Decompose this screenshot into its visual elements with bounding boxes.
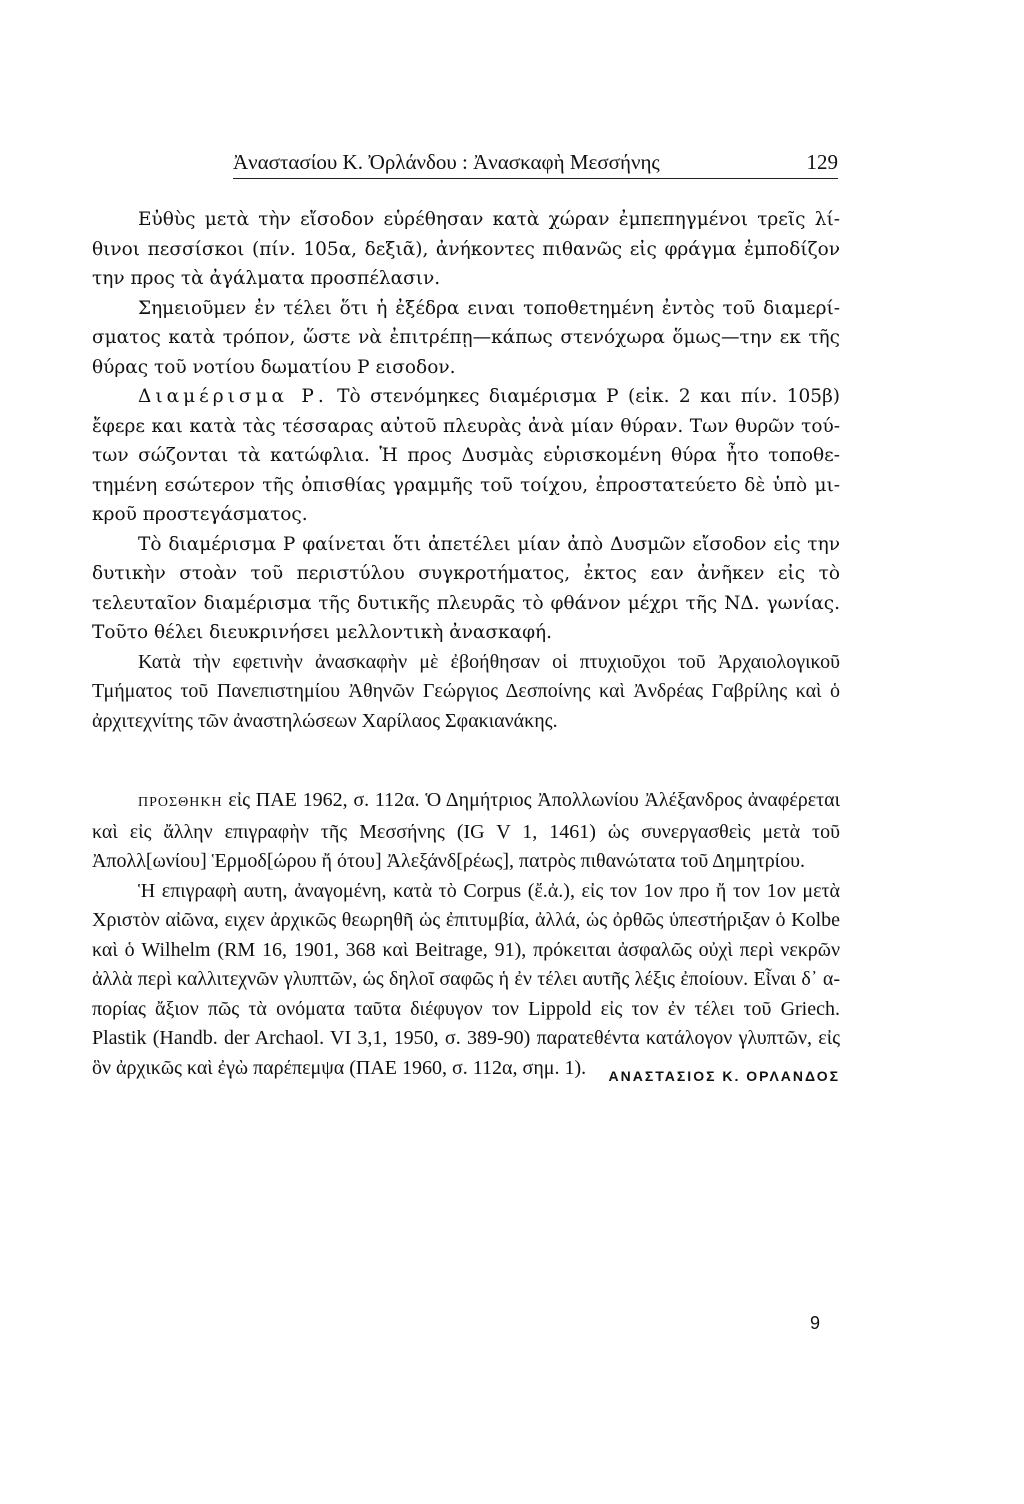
body-text: [92, 205, 840, 1083]
footer-page-number: 9: [809, 1313, 820, 1333]
paragraph-exedra: Σημειοῦμεν ἐν τέλει ὅτι ἡ ἐξέδρα ειναι τοποθετημένη ἐντὸς τοῦ διαμερίσματος κατὰ τρόπον, ὥστε νὰ ἐπιτρέπῃ—κάπως στενόχωρα ὅμως—την εκ τῆς θύρας τοῦ νοτίου δωματίου Ρ εισοδον.: [92, 297, 840, 378]
addendum-label: ΠΡΟΣΘΗΚΗ: [138, 795, 223, 810]
author-signature: ΑΝΑΣΤΑΣΙΟΣ Κ. ΟΡΛΑΝΔΟΣ: [608, 1068, 840, 1084]
paragraph-room-p-text: Τὸ στενόμηκες διαμέρισμα Ρ (εἰκ. 2 και πίν. 105β) ἔφερε και κατὰ τὰς τέσσαρας αὐτοῦ πλευρὰς ἀνὰ μίαν θύραν. Των θυρῶν τούτων σώζονται τὰ κατώφλια. Ἡ προς Δυσμὰς εὑρισκομένη θύρα ἦτο τοποθετημένη εσώτερον τῆς ὀπισθίας γραμμῆς τοῦ τοίχου, ἐπροστατεύετο δὲ ὑπὸ μικροῦ προστεγάσματος.: [92, 386, 840, 525]
section-label-room-p: Διαμέρισμα Ρ.: [138, 386, 328, 407]
running-header-title: Ἀναστασίου Κ. Ὀρλάνδου : Ἀνασκαφὴ Μεσσήνης: [233, 150, 660, 174]
running-header: [233, 146, 838, 179]
addendum-text-1: εἰς ΠΑΕ 1962, σ. 112α. Ὁ Δημήτριος Ἀπολλωνίου Ἀλέξανδρος ἀναφέρεται καὶ εἰς ἄλλην επιγραφὴν τῆς Μεσσήνης (IG V 1, 1461) ὡς συνεργασθεὶς μετὰ τοῦ Ἀπολλ[ωνίου] Ἑρμοδ[ώρου ἤ ότου] Ἀλεξάνδ[ρέως], πατρὸς πιθανώτατα τοῦ Δημητρίου.: [92, 789, 840, 872]
addendum-paragraph-2: Ἡ επιγραφὴ αυτη, ἀναγομένη, κατὰ τὸ Corpus (ἔ.ἀ.), εἰς τον 1ον προ ἤ τον 1ον μετὰ Χριστὸν αἰῶνα, ειχεν ἀρχικῶς θεωρηθῆ ὡς ἐπιτυμβία, ἀλλά, ὡς ὀρθῶς ὑπεστήριξαν ὁ Kolbe καὶ ὁ Wilhelm (RM 16, 1901, 368 καὶ Beitrage, 91), πρόκειται ἀσφαλῶς οὐχὶ περὶ νεκρῶν ἀλλὰ περὶ καλλιτεχνῶν γλυπτῶν, ὡς δηλοῖ σαφῶς ἡ ἐν τέλει αυτῆς λέξις ἐποίουν. Εἶναι δ᾽ απορίας ἄξιον πῶς τὰ ονόματα ταῦτα διέφυγον τον Lippold εἰς τον ἐν τέλει τοῦ Griech. Plastik (Handb. der Archaol. VI 3,1, 1950, σ. 389-90) παρατεθέντα κατάλογον γλυπτῶν, εἰς ὃν ἀρχικῶς καὶ ἐγὼ παρέπεμψα (ΠΑΕ 1960, σ. 112α, σημ. 1).: [92, 879, 840, 1079]
paragraph-room-p: [92, 382, 840, 530]
paragraph-entrance: Εὐθὺς μετὰ τὴν εἴσοδον εὑρέθησαν κατὰ χώραν ἐμπεπηγμένοι τρεῖς λίθινοι πεσσίσκοι (πίν. 105α, δεξιᾶ), ἀνήκοντες πιθανῶς εἰς φράγμα ἐμποδίζον την προς τὰ ἀγάλματα προσπέλασιν.: [92, 209, 840, 289]
header-page-number: 129: [806, 150, 838, 174]
addendum-paragraph-1: [92, 786, 840, 877]
paragraph-west-entrance: Τὸ διαμέρισμα Ρ φαίνεται ὅτι ἀπετέλει μίαν ἀπὸ Δυσμῶν εἴσοδον εἰς την δυτικὴν στοὰν τοῦ περιστύλου συγκροτήματος, ἐκτος εαν ἀνῆκεν εἰς τὸ τελευταῖον διαμέρισμα τῆς δυτικῆς πλευρᾶς τὸ φθάνον μέχρι τῆς ΝΔ. γωνίας. Τοῦτο θέλει διευκρινήσει μελλοντικὴ ἀνασκαφή.: [92, 533, 840, 643]
paragraph-acknowledgements: Κατὰ τὴν εφετινὴν ἀνασκαφὴν μὲ ἐβοήθησαν οἱ πτυχιοῦχοι τοῦ Ἀρχαιολογικοῦ Τμήματος τοῦ Πανεπιστημίου Ἀθηνῶν Γεώργιος Δεσποίνης καὶ Ἀνδρέας Γαβρίλης καὶ ὁ ἀρχιτεχνίτης τῶν ἀναστηλώσεων Χαρίλαος Σφακιανάκης.: [92, 650, 840, 732]
